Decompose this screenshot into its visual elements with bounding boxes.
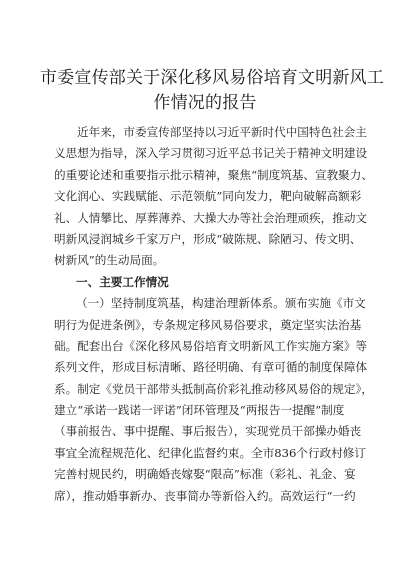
intro-line-1: 近年来，市委宣传部坚持以习近平新时代中国特色社会主 (77, 125, 367, 139)
section1-line-10: 席），推动婚事新办、丧事简办等新俗入约。高效运行“一约 (54, 488, 356, 503)
section1-line-5: 系。制定《党员干部带头抵制高价彩礼推动移风易俗的规定》， (54, 381, 373, 396)
section1-line-2: 明行为促进条例》，专条规定移风易俗要求，奠定坚实法治基 (54, 317, 362, 332)
intro-line-3: 的重要论述和重要指示批示精神，聚焦“制度筑基、宣教聚力、 (54, 167, 373, 182)
intro-line-2: 义思想为指导，深入学习贯彻习近平总书记关于精神文明建设 (54, 146, 368, 161)
title-line-2: 作情况的报告 (153, 93, 257, 113)
document-body (54, 122, 373, 507)
section1-line-7: （事前报告、事中提醒、事后报告），实现党员干部操办婚丧 (54, 424, 362, 439)
section1-line-6: 建立“承诺一践诺一评诺”闭环管理及“两报告一提醒”制度 (54, 403, 345, 418)
document-title (40, 66, 384, 116)
section-heading-1: 一、主要工作情况 (76, 274, 169, 289)
title-line-1: 市委宣传部关于深化移风易俗培育文明新风工 (40, 68, 384, 88)
section1-line-1: （一）坚持制度筑基，构建治理新体系。颁布实施《市文 (76, 296, 366, 311)
section1-line-3: 础。配套出台《深化移风易俗培育文明新风工作实施方案》等 (54, 338, 368, 353)
intro-line-7: 树新风”的生动局面。 (54, 253, 165, 268)
section1-line-9: 完善村规民约，明确婚丧嫁娶“限高”标准（彩礼、礼金、宴 (54, 467, 356, 482)
intro-line-4: 文化润心、实践赋能、示范领航”同向发力，靶向破解高额彩 (54, 189, 362, 204)
section1-line-8: 事宜全流程规范化、纪律化监督约束。全市836个行政村修订 (54, 445, 366, 460)
intro-line-6: 明新风浸润城乡千家万户，形成“破陈规、除陋习、传文明、 (54, 231, 362, 246)
intro-line-5: 礼、人情攀比、厚葬薄养、大操大办等社会治理顽疾，推动文 (54, 210, 368, 225)
section1-line-4: 系列文件，形成目标清晰、路径明确、有章可循的制度保障体 (54, 360, 368, 375)
